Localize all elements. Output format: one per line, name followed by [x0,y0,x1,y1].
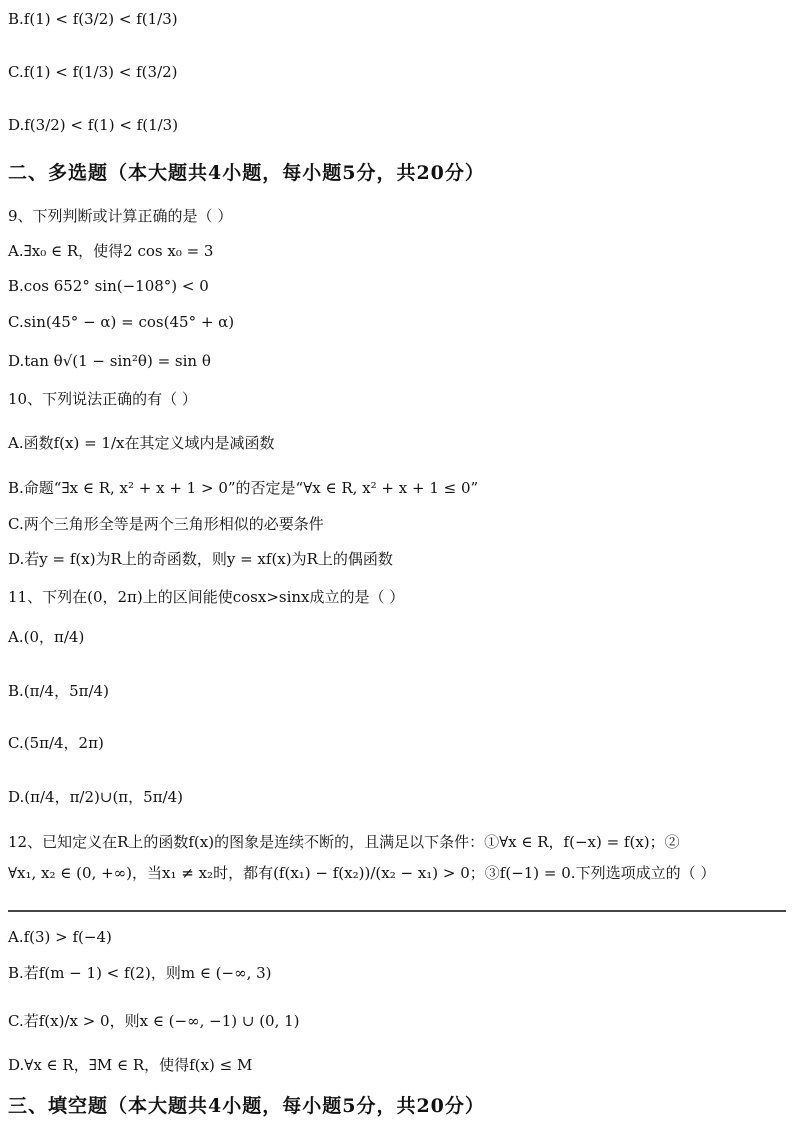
question-10-option-c: C.两个三角形全等是两个三角形相似的必要条件 [8,515,324,533]
question-12-option-a: A.f(3) > f(−4) [8,928,112,946]
question-9-option-d: D.tan θ√(1 − sin²θ) = sin θ [8,352,211,370]
question-10-option-b: B.命题“∃x ∈ R, x² + x + 1 > 0”的否定是“∀x ∈ R, x² + x + 1 ≤ 0” [8,479,479,497]
question-9-stem: 9、下列判断或计算正确的是（ ） [8,207,233,225]
question-12-option-c: C.若f(x)/x > 0，则x ∈ (−∞, −1) ∪ (0, 1) [8,1012,300,1030]
question-10-stem: 10、下列说法正确的有（ ） [8,390,197,408]
question-12-stem-line-2: ∀x₁, x₂ ∈ (0, +∞)，当x₁ ≠ x₂时，都有(f(x₁) − f(x₂))/(x₂ − x₁) > 0；③f(−1) = 0.下列选项成立的（ ） [8,864,716,882]
question-11-option-d: D.(π/4，π/2)∪(π，5π/4) [8,788,184,806]
prev-question-option-c: C.f(1) < f(1/3) < f(3/2) [8,63,178,81]
question-10-option-d: D.若y = f(x)为R上的奇函数，则y = xf(x)为R上的偶函数 [8,550,393,568]
question-12-option-d: D.∀x ∈ R，∃M ∈ R，使得f(x) ≤ M [8,1056,253,1074]
question-11-option-b: B.(π/4，5π/4) [8,682,109,700]
prev-question-option-b: B.f(1) < f(3/2) < f(1/3) [8,10,178,28]
question-11-option-c: C.(5π/4，2π) [8,734,104,752]
question-9-option-c: C.sin(45° − α) = cos(45° + α) [8,313,235,331]
question-11-stem: 11、下列在(0，2π)上的区间能使cosx>sinx成立的是（ ） [8,588,405,606]
question-12-stem-line-1: 12、已知定义在R上的函数f(x)的图象是连续不断的，且满足以下条件：①∀x ∈ R，f(−x) = f(x)；② [8,833,680,851]
section-heading-fill-in-blank: 三、填空题（本大题共4小题，每小题5分，共20分） [8,1095,485,1117]
horizontal-divider [8,910,786,912]
prev-question-option-d: D.f(3/2) < f(1) < f(1/3) [8,116,179,134]
question-9-option-a: A.∃x₀ ∈ R，使得2 cos x₀ = 3 [8,242,214,260]
question-12-option-b: B.若f(m − 1) < f(2)，则m ∈ (−∞, 3) [8,964,272,982]
question-10-option-a: A.函数f(x) = 1/x在其定义域内是减函数 [8,434,275,452]
question-11-option-a: A.(0，π/4) [8,628,85,646]
section-heading-multiple-choice: 二、多选题（本大题共4小题，每小题5分，共20分） [8,162,485,184]
question-9-option-b: B.cos 652° sin(−108°) < 0 [8,277,209,295]
